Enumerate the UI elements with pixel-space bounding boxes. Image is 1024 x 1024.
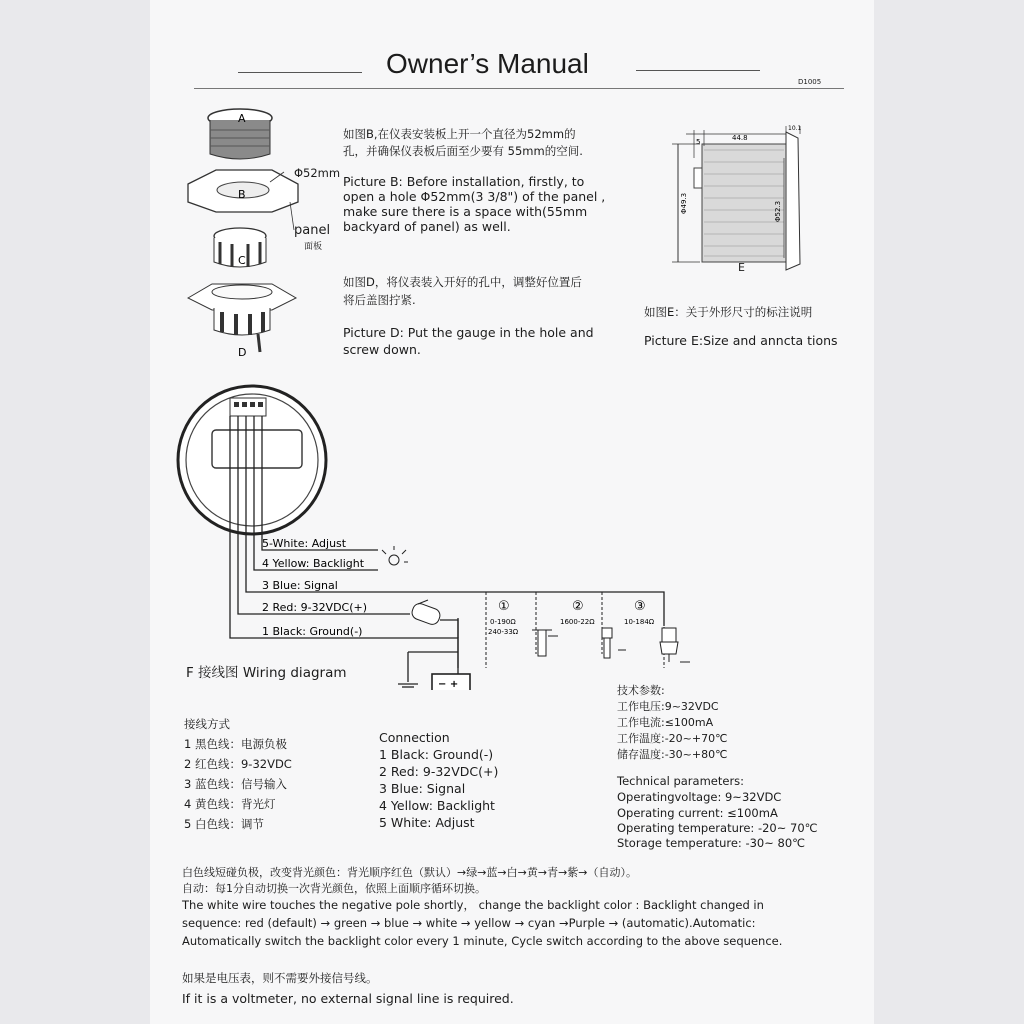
picture-b-cn-2: 孔，并确保仪表板后面至少要有 55mm的空间. <box>343 144 583 158</box>
sensor-number-1: ① <box>498 599 510 614</box>
ignition-key-icon <box>410 600 442 626</box>
voltmeter-note-en: If it is a voltmeter, no external signal line is required. <box>182 991 514 1006</box>
wire-label-5: 5-White: Adjust <box>262 537 347 550</box>
sensor-range-1b: 240-33Ω <box>488 628 519 636</box>
page-title: Owner’s Manual <box>386 48 589 79</box>
tech-cn-item-1: 工作电压:9~32VDC <box>617 700 719 713</box>
sensor-range-2: 1600-22Ω <box>560 618 595 626</box>
manual-sheet <box>150 0 874 1024</box>
connection-cn-item-2: 2 红色线：9-32VDC <box>184 757 292 771</box>
picture-d-cn-1: 如图D，将仪表装入开好的孔中，调整好位置后 <box>343 275 582 289</box>
connection-cn-item-5: 5 白色线：调节 <box>184 817 264 831</box>
note-en-1: The white wire touches the negative pole shortly， change the backlight color : Backlight changed in <box>182 898 764 912</box>
wiring-diagram <box>150 378 874 690</box>
picture-d-en-2: screw down. <box>343 342 421 357</box>
bulb-icon <box>382 546 408 565</box>
sensor-number-2: ② <box>572 599 584 614</box>
part-label-d: D <box>238 346 247 359</box>
part-label-b: B <box>238 188 246 201</box>
part-label-c: C <box>238 254 246 267</box>
panel-label-cn: 面板 <box>304 242 323 252</box>
connection-en-title: Connection <box>379 730 450 745</box>
note-cn-2: 自动：每1分自动切换一次背光颜色，依照上面顺序循环切换。 <box>182 882 486 895</box>
connection-en-item-2: 2 Red: 9-32VDC(+) <box>379 764 499 779</box>
tech-en-item-2: Operating current: ≤100mA <box>617 806 778 820</box>
picture-b-en-2: open a hole Φ52mm(3 3/8") of the panel , <box>343 189 606 204</box>
tech-en-item-1: Operatingvoltage: 9~32VDC <box>617 790 782 804</box>
sensor-range-3: 10-184Ω <box>624 618 655 626</box>
picture-b-en-4: backyard of panel) as well. <box>343 219 511 234</box>
connection-cn-item-4: 4 黄色线：背光灯 <box>184 797 276 811</box>
wire-label-2: 2 Red: 9-32VDC(+) <box>262 601 368 614</box>
sensor-temp-2 <box>602 628 626 658</box>
note-en-3: Automatically switch the backlight color every 1 minute, Cycle switch according to the above sequence. <box>182 934 783 948</box>
picture-b-cn-1: 如图B,在仪表安装板上开一个直径为52mm的 <box>343 127 576 141</box>
connection-en-item-3: 3 Blue: Signal <box>379 781 466 796</box>
hole-size-label: Φ52mm <box>294 166 341 180</box>
header-underline <box>194 88 844 89</box>
tech-cn-title: 技术参数: <box>617 684 665 697</box>
voltmeter-note-cn: 如果是电压表，则不需要外接信号线。 <box>182 971 378 985</box>
connection-cn-item-3: 3 蓝色线：信号输入 <box>184 777 287 791</box>
connection-en-item-1: 1 Black: Ground(-) <box>379 747 494 762</box>
note-cn-1: 白色线短碰负极，改变背光颜色：背光顺序红色（默认）→绿→蓝→白→黄→青→紫→（自动）。 <box>182 866 638 879</box>
sensor-pressure-3 <box>660 628 690 662</box>
dim-bezel: 10.1 <box>788 125 802 132</box>
wire-label-4: 4 Yellow: Backlight <box>262 557 365 570</box>
gauge-thread-a <box>210 120 270 159</box>
connection-cn-item-1: 1 黑色线：电源负极 <box>184 737 287 751</box>
tech-en-title: Technical parameters: <box>617 774 745 788</box>
note-en-2: sequence: red (default) → green → blue → white → yellow → cyan →Purple → (automatic).Automatic: <box>182 916 756 930</box>
tech-cn-item-4: 储存温度:-30~+80℃ <box>617 748 728 761</box>
tech-en-item-3: Operating temperature: -20~ 70℃ <box>617 821 818 835</box>
sensor-range-1a: 0-190Ω <box>490 618 516 626</box>
svg-text:− +: − + <box>438 679 459 690</box>
document-code: D1005 <box>798 78 822 86</box>
sensor-number-3: ③ <box>634 599 646 614</box>
picture-b-en-3: make sure there is a space with(55mm <box>343 204 588 219</box>
title-rule-left <box>238 72 362 73</box>
tech-cn-item-3: 工作温度:-20~+70℃ <box>617 732 728 745</box>
dim-depth: 44.8 <box>732 134 748 142</box>
part-label-e: E <box>738 261 745 274</box>
tech-cn-item-2: 工作电流:≤100mA <box>617 716 714 729</box>
picture-e-en: Picture E:Size and anncta tions <box>644 333 838 348</box>
tech-en-item-4: Storage temperature: -30~ 80℃ <box>617 836 806 850</box>
picture-e-cn: 如图E：关于外形尺寸的标注说明 <box>644 305 813 319</box>
connection-en-item-5: 5 White: Adjust <box>379 815 475 830</box>
panel-label: panel <box>294 223 331 238</box>
dim-outer-diameter: Φ52.3 <box>774 200 782 222</box>
wiring-diagram-title: F 接线图 Wiring diagram <box>186 665 347 681</box>
picture-d-en-1: Picture D: Put the gauge in the hole and <box>343 325 594 340</box>
picture-d-cn-2: 将后盖图拧紧. <box>343 293 416 307</box>
part-label-a: A <box>238 112 246 125</box>
wire-label-1: 1 Black: Ground(-) <box>262 625 363 638</box>
dim-body-diameter: Φ49.3 <box>680 192 688 214</box>
wire-label-3: 3 Blue: Signal <box>262 579 338 592</box>
dimension-drawing-e <box>660 118 820 278</box>
picture-b-en-1: Picture B: Before installation, firstly, to <box>343 174 585 189</box>
title-rule-right <box>636 70 760 71</box>
bezel-profile <box>786 132 800 270</box>
connection-en-item-4: 4 Yellow: Backlight <box>379 798 495 813</box>
connection-cn-title: 接线方式 <box>184 717 230 731</box>
dim-flange: 5 <box>696 138 701 146</box>
